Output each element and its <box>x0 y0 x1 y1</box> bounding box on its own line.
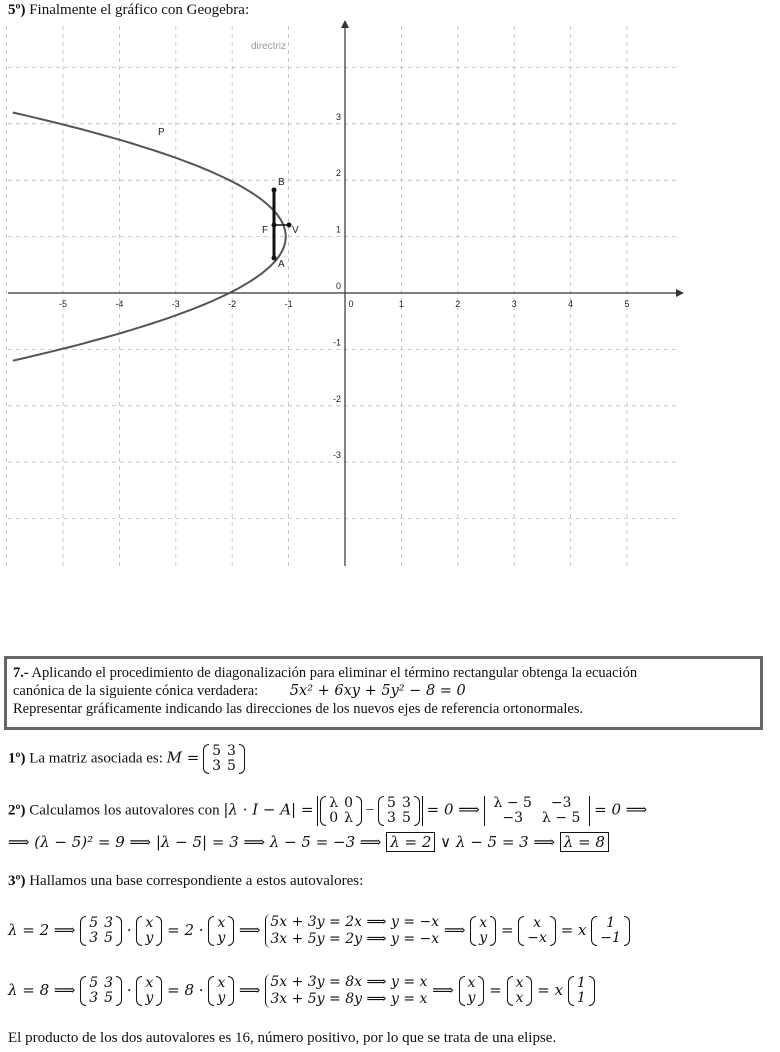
matrix-cell: 5 <box>104 990 114 1006</box>
x-tick-label: 3 <box>511 299 517 309</box>
row2-vec3 <box>459 976 485 1006</box>
row1-eigenvector <box>591 916 630 946</box>
matrix-cell: λ <box>344 810 354 826</box>
matrix-cell: x <box>145 975 154 991</box>
step3-heading <box>8 873 363 890</box>
matrix-cell: 5 <box>89 915 99 931</box>
matrix-cell: 0 <box>329 810 339 826</box>
matrix-cell: 3 <box>387 810 396 826</box>
matrix-cell: 0 <box>344 795 354 811</box>
matrix-cell: 5 <box>227 758 236 774</box>
step2-minus: − <box>365 802 375 819</box>
y-tick-label: -3 <box>332 450 341 461</box>
row2-vec2 <box>208 976 234 1006</box>
matrix-cell: 3 <box>89 930 99 946</box>
geogebra-graph <box>0 18 690 568</box>
lambda-identity-matrix <box>320 796 362 826</box>
matrix-cell: 3 <box>104 975 114 991</box>
problem-7-box <box>4 656 763 730</box>
x-tick-label: 0 <box>348 299 354 309</box>
y-tick-label: 3 <box>335 111 341 122</box>
row1-matrix <box>80 916 122 946</box>
y-tick-labels <box>333 112 341 460</box>
x-axis-arrow <box>676 289 684 297</box>
matrix-cell: −3 <box>502 810 524 826</box>
row2-mid: = 8 · <box>167 981 204 999</box>
matrix-cell: y <box>217 930 226 946</box>
problem-line-2-text: canónica de la siguiente cónica verdadera: <box>13 683 259 699</box>
step2-end: = 0 ⟹ <box>594 800 648 819</box>
step5-text: Finalmente el gráfico con Geogebra: <box>29 2 250 18</box>
point-b <box>272 188 277 193</box>
matrix-cell: 3 <box>104 915 114 931</box>
x-tick-label: -5 <box>58 299 68 309</box>
y-tick-label: -1 <box>332 337 341 348</box>
step2-line2-a: ⟹ (λ − 5)² = 9 ⟹ |λ − 5| = 3 ⟹ λ − 5 = −3 ⟹ <box>8 833 382 851</box>
eigenvector-row-lambda-2 <box>8 914 630 948</box>
matrix-cell: 3 <box>227 743 236 759</box>
a-matrix <box>378 796 420 826</box>
row2-arrow: ⟹ <box>239 981 261 999</box>
matrix-cell: x <box>467 975 476 991</box>
matrix-cell: −x <box>527 930 547 946</box>
x-tick-label: -3 <box>171 299 180 309</box>
row1-vec <box>136 916 162 946</box>
matrix-cell: λ − 5 <box>493 795 532 811</box>
row1-vec4 <box>518 916 556 946</box>
matrix-cell: λ − 5 <box>541 810 581 826</box>
matrix-cell: λ <box>329 795 339 811</box>
step2-det-bracket <box>317 796 423 826</box>
x-tick-labels <box>59 299 630 309</box>
y-tick-label: 2 <box>335 168 341 179</box>
y-axis-arrow <box>341 20 349 28</box>
x-tick-label: -4 <box>115 299 124 309</box>
matrix-cell: y <box>145 990 154 1006</box>
row2-eq2: = x <box>537 981 564 999</box>
row1-lead: λ = 2 ⟹ <box>8 921 76 939</box>
y-tick-label: 0 <box>335 281 341 291</box>
point-a-label: A <box>278 259 285 270</box>
row1-sys-eq1: 5x + 3y = 2x ⟹ y = −x <box>270 914 440 930</box>
row2-arrow2: ⟹ <box>432 981 454 999</box>
step3-text: Hallamos una base correspondiente a estos autovalores: <box>29 873 364 889</box>
point-v <box>287 223 292 228</box>
problem-number: 7.- <box>13 665 29 681</box>
step1-lhs: M = <box>166 748 200 767</box>
axes <box>8 20 684 566</box>
step5-heading <box>8 2 249 19</box>
root-lambda-8: λ = 8 <box>560 832 609 852</box>
x-tick-label: 2 <box>455 299 461 309</box>
matrix-cell: y <box>479 930 488 946</box>
row1-sys-eq2: 3x + 5y = 2y ⟹ y = −x <box>270 931 440 947</box>
grid-lines <box>7 26 676 566</box>
x-tick-label: 4 <box>568 299 574 309</box>
conclusion-text: El producto de los dos autovalores es 16, número positivo, por lo que se trata de una elipse. <box>8 1030 557 1046</box>
row1-vec3 <box>470 916 496 946</box>
row1-eq2: = x <box>560 921 587 939</box>
row2-eq: = <box>489 981 502 999</box>
matrix-cell: 1 <box>576 975 586 991</box>
row1-dot: · <box>126 921 132 939</box>
matrix-m <box>203 744 245 774</box>
matrix-cell: 5 <box>387 795 396 811</box>
matrix-cell: x <box>533 915 542 931</box>
row2-sys-eq2: 3x + 5y = 8y ⟹ y = x <box>270 991 428 1007</box>
step2-number: 2º) <box>8 802 26 819</box>
row1-system <box>265 914 439 948</box>
row2-lead: λ = 8 ⟹ <box>8 981 76 999</box>
step1-number: 1º) <box>8 750 26 767</box>
directrix-label: directriz <box>251 41 287 52</box>
problem-line-1-text: Aplicando el procedimiento de diagonalización para eliminar el término rectangular obtenga la ecuación <box>31 665 638 681</box>
step2-line2 <box>8 833 609 851</box>
row2-system <box>265 974 427 1008</box>
point-v-label: V <box>292 225 299 236</box>
matrix-cell: x <box>145 915 154 931</box>
row2-vec <box>136 976 162 1006</box>
row2-dot: · <box>126 981 132 999</box>
matrix-cell: 5 <box>104 930 114 946</box>
matrix-cell: x <box>515 975 524 991</box>
eigenvector-row-lambda-8 <box>8 974 595 1008</box>
matrix-cell: y <box>467 990 476 1006</box>
point-f-label: F <box>262 225 269 236</box>
point-f <box>272 223 277 228</box>
row2-sys-eq1: 5x + 3y = 8x ⟹ y = x <box>270 974 428 990</box>
x-tick-label: 1 <box>398 299 404 309</box>
matrix-cell: −3 <box>550 795 572 811</box>
problem-line-1 <box>13 664 754 682</box>
x-tick-label: -1 <box>284 299 293 309</box>
problem-line-2 <box>13 682 754 700</box>
matrix-cell: 3 <box>401 795 411 811</box>
row2-eigenvector <box>568 976 595 1006</box>
step2-text: Calculamos los autovalores con <box>29 802 220 819</box>
step1 <box>8 744 245 774</box>
row1-mid: = 2 · <box>167 921 204 939</box>
row2-matrix <box>80 976 122 1006</box>
row1-vec2 <box>208 916 234 946</box>
point-b-label: B <box>278 177 285 188</box>
problem-line-3: Representar gráficamente indicando las direcciones de los nuevos ejes de referencia ortonormales. <box>13 701 584 717</box>
matrix-cell: 3 <box>89 990 99 1006</box>
y-tick-label: -2 <box>332 393 341 404</box>
matrix-cell: 5 <box>212 743 222 759</box>
parabola-curve <box>13 113 286 361</box>
matrix-cell: y <box>145 930 154 946</box>
row2-vec4 <box>507 976 533 1006</box>
matrix-cell: x <box>217 915 226 931</box>
x-tick-label: 5 <box>624 299 630 309</box>
step2-line2-b: λ − 5 = 3 ⟹ <box>455 833 555 851</box>
step2-equals-zero: = 0 ⟹ <box>426 800 480 819</box>
step3-number: 3º) <box>8 873 26 889</box>
matrix-cell: −1 <box>600 930 621 946</box>
root-lambda-2: λ = 2 <box>386 832 435 852</box>
problem-equation: 5x² + 6xy + 5y² − 8 = 0 <box>289 683 466 699</box>
matrix-cell: x <box>479 915 488 931</box>
step5-number: 5º) <box>8 2 26 18</box>
step1-text: La matriz asociada es: <box>29 750 163 767</box>
matrix-cell: x <box>217 975 226 991</box>
row1-arrow: ⟹ <box>239 921 261 939</box>
step2-or: ∨ <box>440 833 452 851</box>
parabola-label: P <box>158 127 165 138</box>
step2-expr-a: |λ · I − A| = <box>223 800 314 819</box>
step2-line1 <box>8 796 647 826</box>
matrix-cell: x <box>515 990 524 1006</box>
matrix-cell: 5 <box>89 975 99 991</box>
matrix-cell: y <box>217 990 226 1006</box>
matrix-cell: 1 <box>576 990 586 1006</box>
matrix-cell: 1 <box>606 915 616 931</box>
matrix-cell: 3 <box>212 758 222 774</box>
y-tick-label: 1 <box>335 224 341 235</box>
x-tick-label: -2 <box>228 299 237 309</box>
row1-arrow2: ⟹ <box>443 921 466 939</box>
matrix-cell: 5 <box>401 810 411 826</box>
characteristic-determinant <box>484 796 591 826</box>
row1-eq: = <box>500 921 514 939</box>
point-a <box>272 256 277 261</box>
